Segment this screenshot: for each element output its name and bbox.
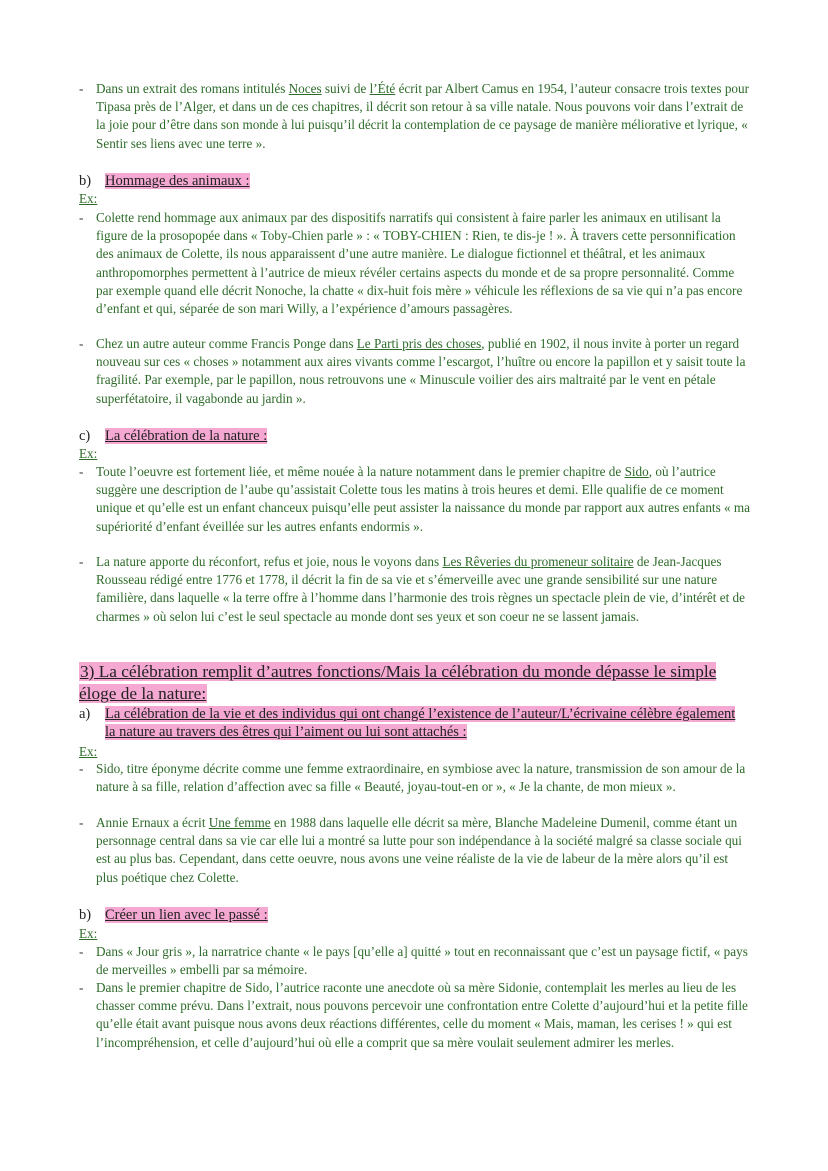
heading-lien-passe: [79, 906, 759, 924]
heading-title: Créer un lien avec le passé :: [105, 907, 268, 923]
heading-celebration-vie: [79, 705, 739, 741]
example-label: Ex:: [79, 446, 98, 461]
heading-title: Hommage des animaux :: [105, 173, 250, 189]
bullet-dash: -: [79, 944, 84, 959]
text: , où l’autrice suggère une description de l’aube qu’assistait Colette tous les matins à trois heures et demi. Elle qualifie de ce moment unique et qu’elle est un enfant chanceux puisqu’elle peut assister la naissance du monde par rapport aux autres enfants « ma supériorité d’enfant éveillée sur les autres enfants endormis ».: [96, 464, 751, 534]
text: Dans « Jour gris », la narratrice chante « le pays [qu’elle a] quitté » tout en reconnaissant que c’est un paysage fictif, « pays de merveilles » embelli par sa mémoire.: [96, 944, 748, 978]
paragraph-sido-merles: [79, 979, 751, 1052]
text: , publié en 1902, il nous invite à porter un regard nouveau sur ces « choses » notamment aux aires vivants comme l’escargot, l’huître ou encore la papillon et y saisit toute la fragilité. Par exemple, par le papillon, nous retrouvons une « Minuscule voilier des airs maltraité par le vent en pétale superfétatoire, il vagabonde au jardin ».: [96, 336, 746, 406]
bullet-dash: -: [79, 761, 84, 776]
book-title: Le Parti pris des choses: [356, 336, 482, 351]
text: Chez un autre auteur comme Francis Ponge dans: [96, 336, 357, 351]
paragraph-colette-animaux: [79, 209, 751, 318]
book-title: l’Été: [369, 81, 396, 96]
text: écrit par Albert Camus en 1954, l’auteur consacre trois textes pour Tipasa près de l’Alger, et dans un de ces chapitres, il décrit son retour à sa ville natale. Nous pouvons voir dans l’extrait de la joie pour d’être dans son monde à lui puisqu’il décrit la contemplation de ce paysage de manière méliorative et lyrique, « Sentir ses liens avec une terre ».: [96, 81, 750, 151]
example-label: Ex:: [79, 191, 98, 206]
text: Annie Ernaux a écrit: [96, 815, 209, 830]
paragraph-rousseau: [79, 553, 751, 626]
bullet-dash: -: [79, 464, 84, 479]
text: Colette rend hommage aux animaux par des dispositifs narratifs qui consistent à faire parler les animaux en utilisant la figure de la prosopopée dans « Toby-Chien parle » : « TOBY-CHIEN : Rien, te dis-je ! ». À travers cette personnification des animaux de Colette, ils nous apparaissent d’une autre manière. Le dialogue fictionnel et théâtral, et les animaux anthropomorphes permettent à l’autrice de mieux révéler certains aspects du monde et de sa propre personnalité. Comme par exemple quand elle décrit Nonoche, la chatte « dix-huit fois mère » véhicule les réflexions de sa vie qui n’a pas encore d’enfant et qui, séparée de son mari Willy, a l’expérience d’amours passagères.: [96, 210, 743, 317]
heading-letter: c): [79, 428, 91, 444]
heading-letter: a): [79, 706, 91, 722]
text: Dans un extrait des romans intitulés: [96, 81, 289, 96]
paragraph-jour-gris: [79, 943, 751, 979]
paragraph-sido-mere: [79, 760, 751, 796]
text: en 1988 dans laquelle elle décrit sa mère, Blanche Madeleine Dumenil, comme étant un personnage central dans sa vie car elle lui a montré sa lutte pour son indépendance à la société malgré sa classe sociale qui est au plus bas. Cependant, dans cette oeuvre, nous avons une veine réaliste de la vie de labeur de la mère alors qu’il est plus poétique chez Colette.: [96, 815, 742, 885]
text: de Jean-Jacques Rousseau rédigé entre 1776 et 1778, il décrit la fin de sa vie et s’émerveille avec une grande sensibilité sur une nature familière, dans laquelle « la terre offre à l’homme dans l’harmonie des trois règnes un spectacle plein de vie, d’intérêt et de charmes » où selon lui c’est le seul spectacle au monde dont ses yeux et son coeur ne se lassent jamais.: [96, 554, 745, 624]
paragraph-ponge: [79, 335, 751, 408]
paragraph-camus: [79, 80, 751, 153]
example-label: Ex:: [79, 744, 98, 759]
text: La nature apporte du réconfort, refus et joie, nous le voyons dans: [96, 554, 443, 569]
example-label: Ex:: [79, 926, 98, 941]
text: Dans le premier chapitre de Sido, l’autrice raconte une anecdote où sa mère Sidonie, contemplait les merles au lieu de les chasser comme prévu. Dans l’extrait, nous pouvons percevoir une confrontation entre Colette d’aujourd’hui et la petite fille qu’elle était avant puisque nous avons deux réactions différentes, celle du moment « Mais, maman, les cerises ! » qui est l’incompréhension, et celle d’aujourd’hui où elle a comprit que sa mère voulait seulement admirer les merles.: [96, 980, 748, 1050]
heading-letter: b): [79, 907, 92, 923]
text: Toute l’oeuvre est fortement liée, et même nouée à la nature notamment dans le premier chapitre de: [96, 464, 625, 479]
bullet-dash: -: [79, 210, 84, 225]
heading-section-3: [79, 661, 751, 704]
text: Sido, titre éponyme décrite comme une femme extraordinaire, en symbiose avec la nature, transmission de son amour de la nature à sa fille, relation d’affection avec sa fille « Beauté, joyau-tout-en or », « Je la chante, de mon mieux ».: [96, 761, 746, 795]
heading-letter: b): [79, 173, 92, 189]
book-title: Sido: [624, 464, 649, 479]
book-title: Noces: [288, 81, 322, 96]
paragraph-sido-aube: [79, 463, 751, 536]
book-title: Une femme: [208, 815, 271, 830]
paragraph-ernaux: [79, 814, 751, 887]
bullet-dash: -: [79, 81, 84, 96]
heading-hommage-animaux: [79, 172, 759, 190]
bullet-dash: -: [79, 980, 84, 995]
bullet-dash: -: [79, 336, 84, 351]
heading-title: La célébration de la vie et des individus qui ont changé l’existence de l’auteur/L’écrivaine célèbre également la nature au travers des êtres qui l’aiment ou lui sont attachés :: [105, 706, 736, 740]
heading-celebration-nature: [79, 427, 759, 445]
text: suivi de: [321, 81, 370, 96]
heading-title: La célébration de la nature :: [105, 428, 268, 444]
book-title: Les Rêveries du promeneur solitaire: [442, 554, 634, 569]
bullet-dash: -: [79, 554, 84, 569]
bullet-dash: -: [79, 815, 84, 830]
heading-title: 3) La célébration remplit d’autres fonctions/Mais la célébration du monde dépasse le simple éloge de la nature:: [79, 662, 717, 703]
